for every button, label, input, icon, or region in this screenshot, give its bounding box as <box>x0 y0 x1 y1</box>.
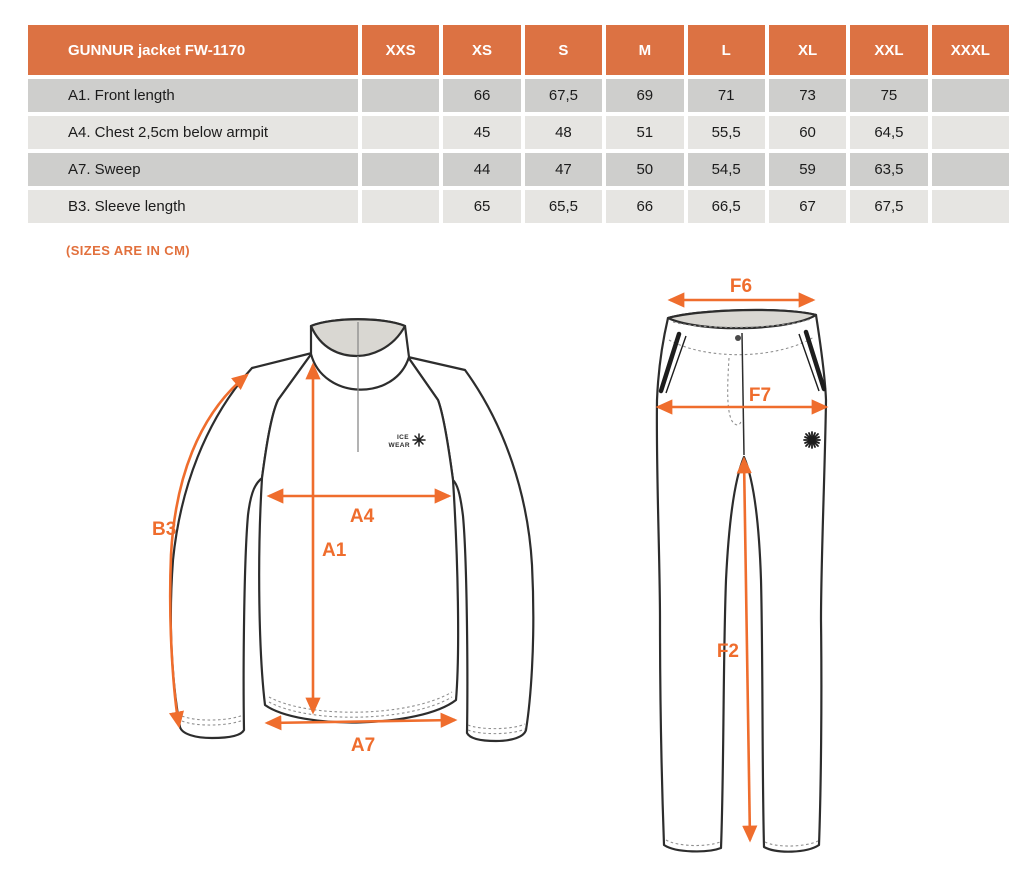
table-cell <box>932 116 1009 149</box>
table-cell: 55,5 <box>688 116 765 149</box>
table-cell: 50 <box>606 153 683 186</box>
column-header-l: L <box>688 25 765 75</box>
row-label-sleeve-length: B3. Sleeve length <box>28 190 358 223</box>
table-cell: 66 <box>443 79 520 112</box>
table-cell: 48 <box>525 116 602 149</box>
table-cell: 67,5 <box>850 190 927 223</box>
table-cell <box>362 190 439 223</box>
table-cell: 69 <box>606 79 683 112</box>
pants-drawing <box>657 276 826 852</box>
column-header-m: M <box>606 25 683 75</box>
table-cell: 66,5 <box>688 190 765 223</box>
table-cell <box>932 79 1009 112</box>
snowflake-icon <box>804 432 820 448</box>
measurement-label-f6: F6 <box>729 276 753 297</box>
table-cell: 59 <box>769 153 846 186</box>
measurement-label-b3: B3 <box>152 519 177 540</box>
table-cell <box>362 79 439 112</box>
logo-text-wear: WEAR <box>388 442 410 449</box>
logo-text-ice: ICE <box>396 434 409 441</box>
table-cell: 44 <box>443 153 520 186</box>
measurement-label-f7: F7 <box>748 385 772 406</box>
units-note: (SIZES ARE IN CM) <box>66 243 191 258</box>
table-title: GUNNUR jacket FW-1170 <box>28 25 358 75</box>
measurement-label-f2: F2 <box>716 641 739 662</box>
jacket-drawing <box>152 319 533 756</box>
column-header-s: S <box>525 25 602 75</box>
pants-button <box>735 335 741 341</box>
row-label-chest: A4. Chest 2,5cm below armpit <box>28 116 358 149</box>
table-cell: 67,5 <box>525 79 602 112</box>
column-header-xxxl: XXXL <box>932 25 1009 75</box>
measurement-label-a7: A7 <box>350 735 376 756</box>
snowflake-icon <box>413 434 425 446</box>
column-header-xs: XS <box>443 25 520 75</box>
table-cell <box>932 153 1009 186</box>
measurement-label-a4: A4 <box>349 506 375 527</box>
table-cell: 75 <box>850 79 927 112</box>
row-label-front-length: A1. Front length <box>28 79 358 112</box>
measurement-arrow-f2 <box>744 459 750 840</box>
column-header-xl: XL <box>769 25 846 75</box>
measurement-diagrams <box>0 260 1033 890</box>
table-cell: 47 <box>525 153 602 186</box>
table-cell: 71 <box>688 79 765 112</box>
table-cell: 67 <box>769 190 846 223</box>
table-cell: 63,5 <box>850 153 927 186</box>
table-cell: 66 <box>606 190 683 223</box>
table-cell <box>932 190 1009 223</box>
column-header-xxl: XXL <box>850 25 927 75</box>
size-table <box>28 25 1009 223</box>
table-cell: 54,5 <box>688 153 765 186</box>
column-header-xxs: XXS <box>362 25 439 75</box>
table-cell <box>362 116 439 149</box>
measurement-label-a1: A1 <box>322 540 347 561</box>
table-cell: 73 <box>769 79 846 112</box>
pants-body <box>657 310 826 852</box>
row-label-sweep: A7. Sweep <box>28 153 358 186</box>
table-cell: 64,5 <box>850 116 927 149</box>
table-cell <box>362 153 439 186</box>
table-cell: 45 <box>443 116 520 149</box>
table-cell: 65 <box>443 190 520 223</box>
table-cell: 60 <box>769 116 846 149</box>
measurement-arrow-a7 <box>267 720 455 723</box>
table-cell: 51 <box>606 116 683 149</box>
table-cell: 65,5 <box>525 190 602 223</box>
